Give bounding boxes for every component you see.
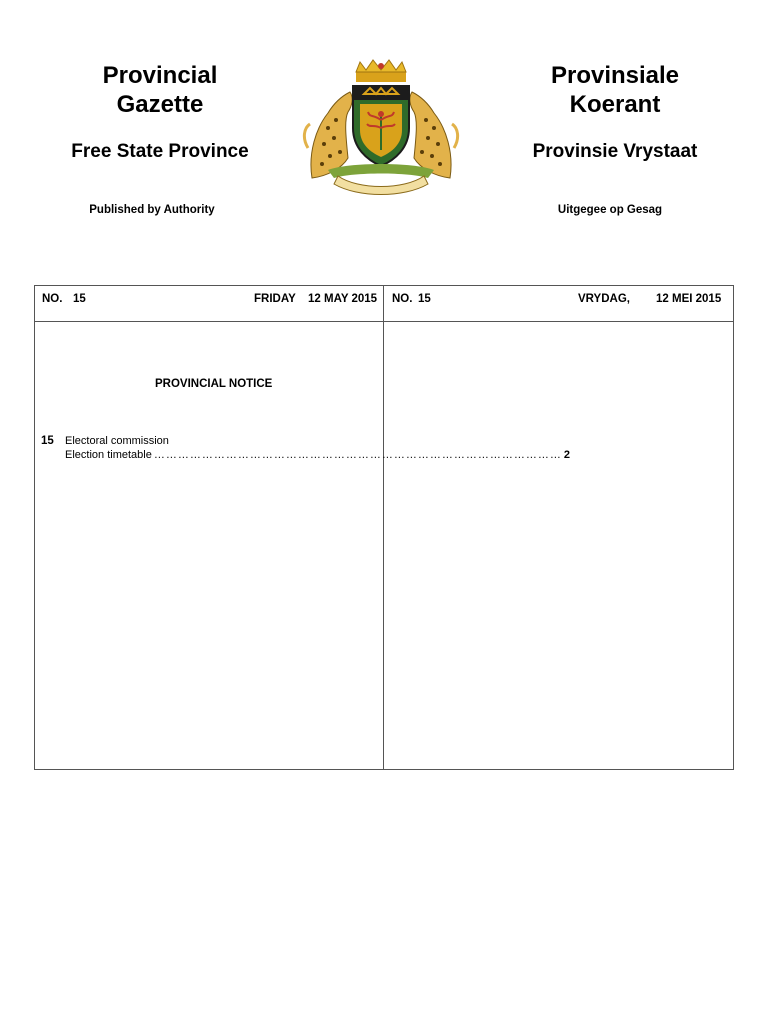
contents-heading: PROVINCIAL NOTICE	[155, 378, 273, 390]
title-line: Gazette	[116, 91, 204, 118]
notice-title: Electoral commission	[65, 435, 169, 447]
issue-no-afrikaans: 15	[418, 293, 431, 305]
crown-icon	[356, 60, 406, 82]
header-divider	[35, 321, 733, 322]
province-afrikaans: Provinsie Vrystaat	[532, 141, 698, 162]
issue-no-label-afrikaans: NO.	[392, 293, 413, 305]
issue-no-english: 15	[73, 293, 86, 305]
issue-no-label-english: NO.	[42, 293, 63, 305]
title-line: Provinsiale	[550, 62, 680, 89]
leopard-left-icon	[304, 92, 352, 178]
authority-english: Published by Authority	[89, 204, 215, 216]
gazette-issue-frame	[34, 285, 734, 770]
shield-icon	[353, 86, 409, 166]
issue-date-english: 12 MAY 2015	[308, 293, 378, 305]
motto-ribbon-icon	[334, 176, 428, 195]
title-line: Koerant	[569, 91, 661, 118]
column-divider	[383, 286, 384, 769]
authority-afrikaans: Uitgegee op Gesag	[557, 204, 663, 216]
notice-number: 15	[41, 435, 54, 447]
title-line: Provincial	[102, 62, 218, 89]
issue-day-english: FRIDAY	[254, 293, 296, 305]
notice-page-number: 2	[563, 449, 570, 461]
province-english: Free State Province	[71, 141, 249, 162]
issue-date-afrikaans: 12 MEI 2015	[656, 293, 722, 305]
gazette-title-english	[30, 61, 290, 119]
coat-of-arms-icon	[298, 58, 464, 192]
issue-day-afrikaans: VRYDAG,	[578, 293, 630, 305]
gazette-title-afrikaans	[485, 61, 745, 119]
dot-leader: …………………………………………………………………………………………	[153, 449, 562, 461]
notice-subtitle: Election timetable	[65, 449, 152, 461]
leopard-right-icon	[410, 92, 458, 178]
notice-entry[interactable]	[65, 449, 570, 461]
